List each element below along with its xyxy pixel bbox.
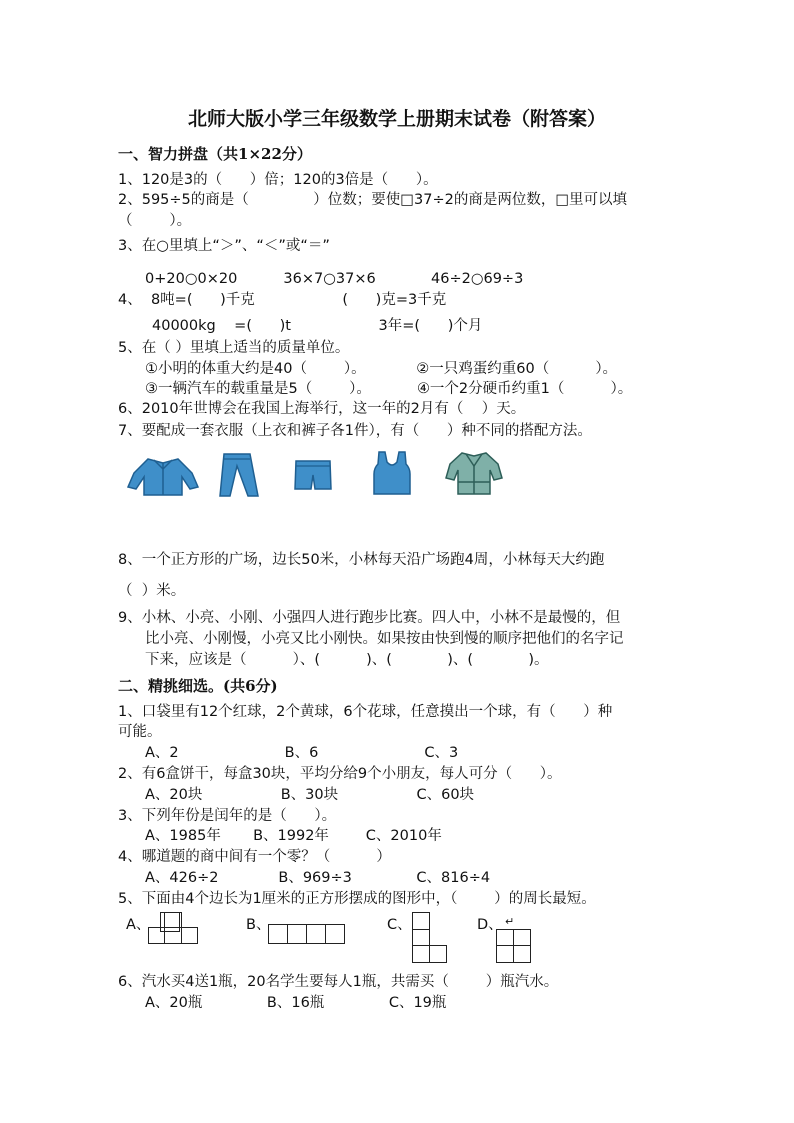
question-line: 2、595÷5的商是（ ）位数；要使□37÷2的商是两位数，□里可以填 <box>118 192 628 208</box>
jacket-icon <box>126 455 200 497</box>
option-line: A、426÷2 B、969÷3 C、816÷4 <box>145 870 491 886</box>
question-line: 6、汽水买4送1瓶，20名学生要每人1瓶，共需买（ ）瓶汽水。 <box>118 974 559 990</box>
return-mark: ↵ <box>505 915 515 928</box>
question-line: 7、要配成一套衣服（上衣和裤子各1件），有（ ）种不同的搭配方法。 <box>118 423 592 439</box>
question-line: 6、2010年世博会在我国上海举行，这一年的2月有（ ）天。 <box>118 401 526 417</box>
shape-label-b: B、 <box>246 917 271 933</box>
question-line: 0+20○0×20 36×7○37×6 46÷2○69÷3 <box>145 271 524 287</box>
shape-label-a: A、 <box>126 917 151 933</box>
shape-label-d: D、 <box>477 917 503 933</box>
question-line: 3、下列年份是闰年的是（ ）。 <box>118 808 337 824</box>
question-line: 40000kg =( )t 3年=( )个月 <box>152 318 483 334</box>
section-heading-2: 二、精挑细选。(共6分) <box>118 677 278 695</box>
question-line: （ ）米。 <box>118 583 186 599</box>
question-line: 2、有6盒饼干，每盒30块，平均分给9个小朋友，每人可分（ ）。 <box>118 766 562 782</box>
question-line: 5、下面由4个边长为1厘米的正方形摆成的图形中，（ ）的周长最短。 <box>118 891 596 907</box>
question-line: 下来，应该是（ ）、( )、( )、( )。 <box>145 652 549 668</box>
question-line: 8、一个正方形的广场，边长50米，小林每天沿广场跑4周，小林每天大约跑 <box>118 552 605 568</box>
question-line: 5、在（ ）里填上适当的质量单位。 <box>118 340 350 356</box>
shape-label-c: C、 <box>387 917 412 933</box>
question-line: 1、120是3的（ ）倍；120的3倍是（ ）。 <box>118 172 438 188</box>
vest-icon <box>372 450 412 496</box>
question-line: 4、哪道题的商中间有一个零？（ ） <box>118 849 391 865</box>
question-line: ③一辆汽车的载重量是5（ ）。 ④一个2分硬币约重1（ ）。 <box>145 381 633 397</box>
question-line: 4、 8吨=( )千克 ( )克=3千克 <box>118 292 447 308</box>
trousers-icon <box>216 452 260 498</box>
question-line: 1、口袋里有12个红球，2个黄球，6个花球，任意摸出一个球，有（ ）种 <box>118 704 613 720</box>
section-heading-1: 一、智力拼盘（共1×22分） <box>118 145 312 163</box>
coat-icon <box>444 450 504 496</box>
question-line: 比小亮、小刚慢，小亮又比小刚快。如果按由快到慢的顺序把他们的名字记 <box>145 631 624 647</box>
option-line: A、2 B、6 C、3 <box>145 745 459 761</box>
page-title: 北师大版小学三年级数学上册期末试卷（附答案） <box>187 108 606 130</box>
question-line: （ ）。 <box>118 213 192 229</box>
question-line: ①小明的体重大约是40（ ）。 ②一只鸡蛋约重60（ ）。 <box>145 361 618 377</box>
option-line: A、1985年 B、1992年 C、2010年 <box>145 828 442 844</box>
option-line: A、20瓶 B、16瓶 C、19瓶 <box>145 995 447 1011</box>
question-line: 3、在○里填上“＞”、“＜”或“＝” <box>118 238 330 254</box>
question-line: 可能。 <box>118 724 162 740</box>
shorts-icon <box>294 459 332 491</box>
question-line: 9、小林、小亮、小刚、小强四人进行跑步比赛。四人中，小林不是最慢的，但 <box>118 610 621 626</box>
option-line: A、20块 B、30块 C、60块 <box>145 787 475 803</box>
